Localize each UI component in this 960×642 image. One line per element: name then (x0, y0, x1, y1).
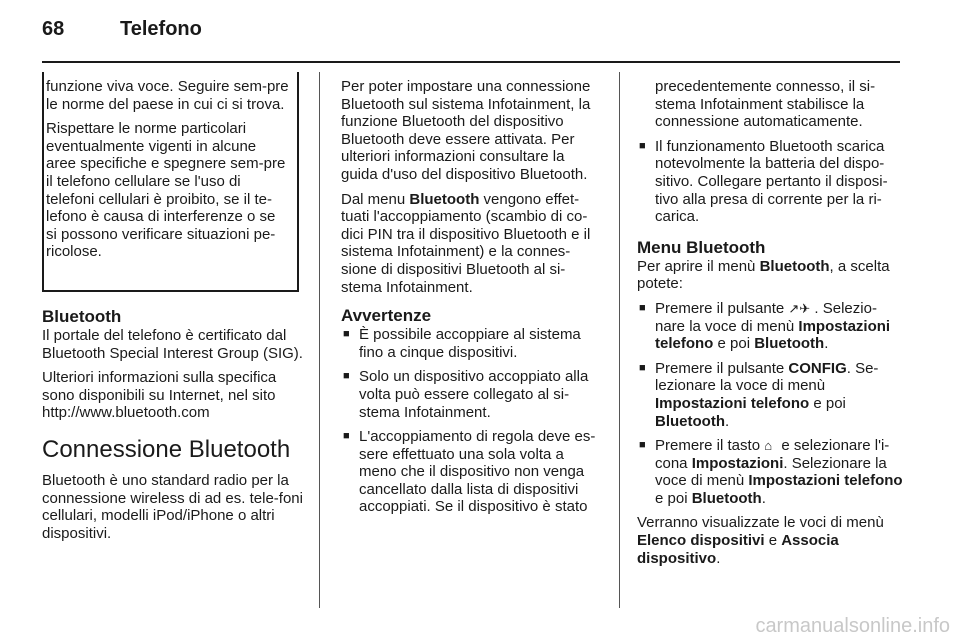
list-item: ■ L'accoppiamento di regola deve es-sere effettuato una sola volta a meno che il dispositivo non venga cancellato dalla lista di dispositivi accoppiati. Se il dispositivo è stato (343, 428, 596, 516)
column-2 (341, 78, 605, 523)
bluetooth-heading: Bluetooth (42, 307, 122, 326)
header-rule (42, 61, 900, 63)
menu-options-list (637, 300, 903, 508)
bullet-icon: ■ (639, 439, 646, 452)
note-paragraph-2: Rispettare le norme particolari eventualmente vigenti in alcune aree specifiche e spegnere sem-pre il telefono cellulare se l'uso di telefoni cellulari è proibito, se il te-lefono è causa di interferenze o se si possono verificare situazioni pe-ricolose. (46, 120, 286, 261)
list-item: ■ Solo un dispositivo accoppiato alla volta può essere collegato al si-stema Infotainment. (343, 368, 589, 421)
bluetooth-paragraph-1: Il portale del telefono è certificato dal Bluetooth Special Interest Group (SIG). (42, 327, 303, 362)
note-box (42, 72, 299, 292)
page-title: Telefono (120, 18, 202, 40)
bullet-icon: ■ (639, 301, 646, 314)
list-item-continued: precedentemente connesso, il si-stema Infotainment stabilisce la connessione automaticamente. (655, 78, 876, 131)
page-number: 68 (42, 18, 65, 40)
col2-paragraph-2: Dal menu Bluetooth vengono effet-tuati l'accoppiamento (scambio di co-dici PIN tra il dispositivo Bluetooth e il sistema Infotainment) e la connes-sione di dispositivi Bluetooth al si-stema Infotainment. (341, 190, 591, 296)
bullet-icon: ■ (343, 430, 350, 443)
warnings-list (341, 326, 605, 516)
menu-intro: Per aprire il menù Bluetooth, a scelta potete: (637, 257, 890, 293)
list-item: ■ È possibile accoppiare al sistema fino a cinque dispositivi. (343, 326, 581, 361)
menu-bluetooth-heading: Menu Bluetooth (637, 237, 766, 257)
home-icon: ⌂ (764, 438, 773, 454)
note-paragraph-1: funzione viva voce. Seguire sem-pre le norme del paese in cui ci si trova. (46, 78, 289, 113)
list-item: ■ Premere il tasto ⌂ e selezionare l'i-cona Impostazioni. Selezionare la voce di menù Impostazioni telefono e poi Bluetooth. (639, 437, 903, 507)
connection-heading: Connessione Bluetooth (42, 435, 291, 463)
column-divider-2 (619, 72, 620, 608)
bluetooth-paragraph-2: Ulteriori informazioni sulla specifica sono disponibili su Internet, nel sito http://www.bluetooth.com (42, 369, 277, 422)
column-divider-1 (319, 72, 320, 608)
column-3 (637, 78, 903, 574)
warnings-heading: Avvertenze (341, 306, 432, 326)
bullet-icon: ■ (639, 139, 646, 152)
list-item: ■ Il funzionamento Bluetooth scarica notevolmente la batteria del dispo-sitivo. Collegare pertanto il disposi-tivo alla presa di corrente per la ri-carica. (639, 137, 888, 226)
closing-paragraph: Verranno visualizzate le voci di menù Elenco dispositivi e Associa dispositivo. (637, 514, 884, 567)
bullet-icon: ■ (639, 361, 646, 374)
bullet-icon: ■ (343, 370, 350, 383)
column-1 (42, 307, 304, 549)
list-item: ■ Premere il pulsante ↗✈ . Selezio-nare la voce di menù Impostazioni telefono e poi Bluetooth. (639, 299, 891, 353)
watermark: carmanualsonline.info (755, 615, 950, 637)
list-item: ■ Premere il pulsante CONFIG. Se-lezionare la voce di menù Impostazioni telefono e poi Bluetooth. (639, 359, 879, 430)
bullet-icon: ■ (343, 328, 350, 341)
connection-paragraph: Bluetooth è uno standard radio per la connessione wireless di ad es. tele-foni cellulari, modelli iPod/iPhone o altri dispositivi. (42, 471, 303, 542)
continued-list (637, 78, 903, 226)
phone-icon: ↗✈ (788, 300, 811, 316)
col2-paragraph-1: Per poter impostare una connessione Bluetooth sul sistema Infotainment, la funzione Bluetooth del dispositivo Bluetooth deve essere attivata. Per ulteriori informazioni consultare la guida d'uso del dispositivo Bluetooth. (341, 78, 591, 183)
